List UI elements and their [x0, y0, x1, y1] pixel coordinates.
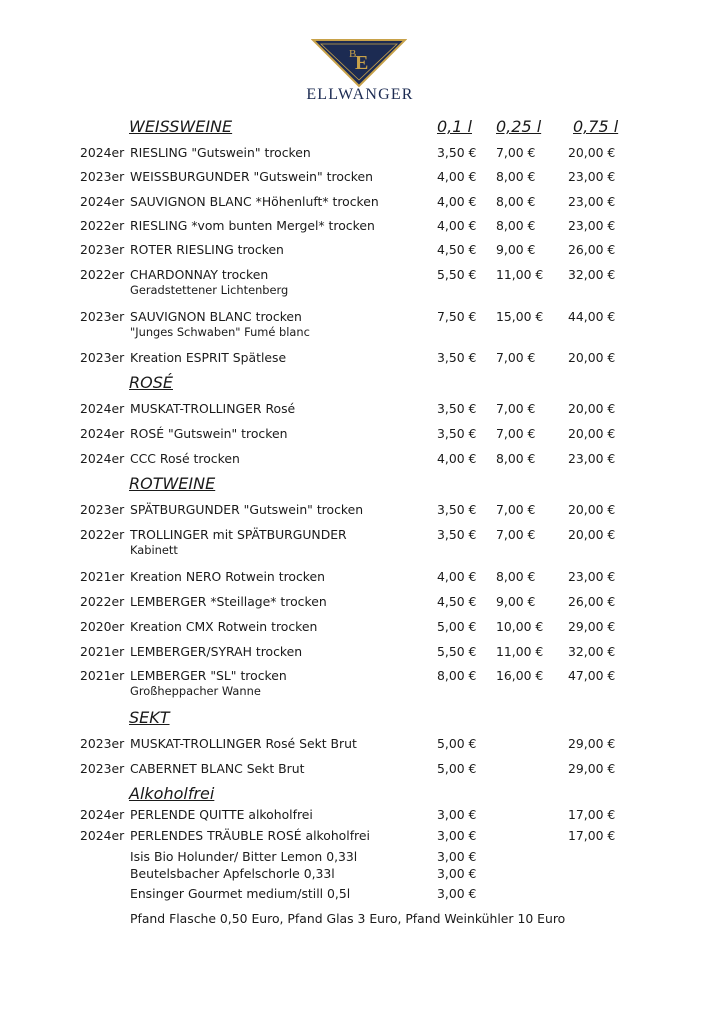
- price-0-75l: 23,00 €: [568, 569, 616, 584]
- column-header-0-25l: 0,25 l: [496, 117, 542, 136]
- price-0-1l: 5,00 €: [437, 619, 477, 634]
- wine-name: LEMBERGER/SYRAH trocken: [130, 644, 303, 659]
- menu-row: [0, 826, 724, 846]
- logo-monogram-e: E: [355, 52, 369, 74]
- wine-origin: Großheppacher Wanne: [130, 684, 261, 698]
- wine-name: WEISSBURGUNDER "Gutswein" trocken: [130, 169, 373, 184]
- menu-row: [0, 167, 724, 187]
- wine-name: SAUVIGNON BLANC trocken: [130, 309, 302, 324]
- price-0-1l: 4,00 €: [437, 218, 477, 233]
- wine-name: SPÄTBURGUNDER "Gutswein" trocken: [130, 502, 364, 517]
- price-0-75l: 26,00 €: [568, 594, 616, 609]
- vintage: 2021er: [80, 644, 125, 659]
- vintage: 2021er: [80, 668, 125, 683]
- price-0-1l: 3,50 €: [437, 426, 477, 441]
- menu-row: [0, 449, 724, 469]
- price-0-1l: 3,00 €: [437, 849, 477, 864]
- price-0-75l: 23,00 €: [568, 194, 616, 209]
- price-0-1l: 8,00 €: [437, 668, 477, 683]
- price-0-75l: 32,00 €: [568, 644, 616, 659]
- price-0-75l: 20,00 €: [568, 350, 616, 365]
- wine-origin: "Junges Schwaben" Fumé blanc: [130, 325, 310, 339]
- price-0-75l: 29,00 €: [568, 761, 616, 776]
- wine-name: CABERNET BLANC Sekt Brut: [130, 761, 305, 776]
- price-0-25l: 8,00 €: [496, 569, 536, 584]
- price-0-1l: 3,00 €: [437, 886, 477, 901]
- price-0-1l: 5,00 €: [437, 761, 477, 776]
- vintage: 2022er: [80, 527, 125, 542]
- menu-row: [0, 642, 724, 662]
- menu-row: [0, 666, 724, 698]
- wine-name: LEMBERGER *Steillage* trocken: [130, 594, 327, 609]
- price-0-1l: 5,50 €: [437, 644, 477, 659]
- price-0-1l: 3,50 €: [437, 527, 477, 542]
- deposit-note: Pfand Flasche 0,50 Euro, Pfand Glas 3 Euro, Pfand Weinkühler 10 Euro: [130, 911, 566, 926]
- vintage: 2022er: [80, 218, 125, 233]
- logo-monogram-b: B: [349, 48, 357, 60]
- menu-row: [0, 759, 724, 779]
- wine-origin: Kabinett: [130, 543, 178, 557]
- price-0-25l: 7,00 €: [496, 350, 536, 365]
- vintage: 2023er: [80, 736, 125, 751]
- price-0-25l: 8,00 €: [496, 169, 536, 184]
- price-0-25l: 7,00 €: [496, 502, 536, 517]
- vintage: 2023er: [80, 242, 125, 257]
- menu-row: [0, 884, 724, 904]
- vintage: 2024er: [80, 401, 125, 416]
- menu-row: [0, 265, 724, 297]
- price-0-1l: 3,50 €: [437, 502, 477, 517]
- menu-row: [0, 424, 724, 444]
- price-0-75l: 20,00 €: [568, 527, 616, 542]
- price-0-25l: 10,00 €: [496, 619, 544, 634]
- price-0-25l: 11,00 €: [496, 267, 544, 282]
- price-0-75l: 20,00 €: [568, 401, 616, 416]
- price-0-1l: 5,00 €: [437, 736, 477, 751]
- section-heading-rose: ROSÉ: [129, 373, 173, 392]
- vintage: 2024er: [80, 426, 125, 441]
- menu-row: [0, 864, 724, 884]
- price-0-1l: 4,00 €: [437, 194, 477, 209]
- price-0-1l: 4,00 €: [437, 569, 477, 584]
- vintage: 2024er: [80, 828, 125, 843]
- wine-name: Ensinger Gourmet medium/still 0,5l: [130, 886, 351, 901]
- menu-row: [0, 192, 724, 212]
- price-0-75l: 23,00 €: [568, 218, 616, 233]
- vintage: 2023er: [80, 502, 125, 517]
- vintage: 2021er: [80, 569, 125, 584]
- menu-row: [0, 143, 724, 163]
- wine-name: TROLLINGER mit SPÄTBURGUNDER: [130, 527, 347, 542]
- price-0-25l: 7,00 €: [496, 145, 536, 160]
- column-header-0-75l: 0,75 l: [573, 117, 619, 136]
- price-0-1l: 3,00 €: [437, 866, 477, 881]
- section-heading-rotweine: ROTWEINE: [129, 474, 216, 493]
- price-0-25l: 8,00 €: [496, 194, 536, 209]
- price-0-1l: 3,50 €: [437, 401, 477, 416]
- price-0-25l: 16,00 €: [496, 668, 544, 683]
- price-0-25l: 15,00 €: [496, 309, 544, 324]
- menu-row: [0, 805, 724, 825]
- wine-name: PERLENDES TRÄUBLE ROSÉ alkoholfrei: [130, 828, 370, 843]
- wine-name: Beutelsbacher Apfelschorle 0,33l: [130, 866, 335, 881]
- price-0-25l: 9,00 €: [496, 242, 536, 257]
- price-0-75l: 20,00 €: [568, 502, 616, 517]
- price-0-1l: 3,50 €: [437, 350, 477, 365]
- vintage: 2024er: [80, 145, 125, 160]
- menu-row: [0, 240, 724, 260]
- price-0-75l: 20,00 €: [568, 426, 616, 441]
- price-0-75l: 17,00 €: [568, 828, 616, 843]
- vintage: 2024er: [80, 807, 125, 822]
- price-0-25l: 8,00 €: [496, 218, 536, 233]
- wine-origin: Geradstettener Lichtenberg: [130, 283, 289, 297]
- price-0-75l: 23,00 €: [568, 451, 616, 466]
- price-0-25l: 7,00 €: [496, 426, 536, 441]
- price-0-1l: 4,50 €: [437, 242, 477, 257]
- menu-row: [0, 348, 724, 368]
- price-0-1l: 4,50 €: [437, 594, 477, 609]
- menu-row: [0, 592, 724, 612]
- price-0-1l: 3,50 €: [437, 145, 477, 160]
- vintage: 2023er: [80, 309, 125, 324]
- vintage: 2024er: [80, 194, 125, 209]
- price-0-75l: 44,00 €: [568, 309, 616, 324]
- menu-row: [0, 567, 724, 587]
- wine-name: PERLENDE QUITTE alkoholfrei: [130, 807, 313, 822]
- vintage: 2022er: [80, 594, 125, 609]
- price-0-1l: 3,00 €: [437, 807, 477, 822]
- wine-name: Kreation CMX Rotwein trocken: [130, 619, 318, 634]
- price-0-75l: 17,00 €: [568, 807, 616, 822]
- price-0-1l: 4,00 €: [437, 451, 477, 466]
- wine-name: MUSKAT-TROLLINGER Rosé Sekt Brut: [130, 736, 357, 751]
- price-0-75l: 29,00 €: [568, 736, 616, 751]
- wine-name: Isis Bio Holunder/ Bitter Lemon 0,33l: [130, 849, 358, 864]
- menu-row: [0, 307, 724, 339]
- wine-name: SAUVIGNON BLANC *Höhenluft* trocken: [130, 194, 379, 209]
- column-header-0-1l: 0,1 l: [437, 117, 472, 136]
- wine-name: CCC Rosé trocken: [130, 451, 240, 466]
- price-0-25l: 11,00 €: [496, 644, 544, 659]
- vintage: 2023er: [80, 350, 125, 365]
- price-0-1l: 3,00 €: [437, 828, 477, 843]
- menu-row: [0, 617, 724, 637]
- section-heading-sekt: SEKT: [129, 708, 170, 727]
- wine-name: ROTER RIESLING trocken: [130, 242, 284, 257]
- vintage: 2022er: [80, 267, 125, 282]
- price-0-75l: 29,00 €: [568, 619, 616, 634]
- brand-name: ELLWANGER: [306, 86, 414, 103]
- wine-name: ROSÉ "Gutswein" trocken: [130, 426, 288, 441]
- wine-name: RIESLING *vom bunten Mergel* trocken: [130, 218, 375, 233]
- price-0-25l: 7,00 €: [496, 401, 536, 416]
- price-0-75l: 26,00 €: [568, 242, 616, 257]
- price-0-75l: 23,00 €: [568, 169, 616, 184]
- wine-name: CHARDONNAY trocken: [130, 267, 269, 282]
- wine-name: RIESLING "Gutswein" trocken: [130, 145, 311, 160]
- section-heading-alkoholfrei: Alkoholfrei: [129, 784, 215, 803]
- menu-row: [0, 525, 724, 557]
- price-0-1l: 4,00 €: [437, 169, 477, 184]
- price-0-25l: 7,00 €: [496, 527, 536, 542]
- price-0-75l: 20,00 €: [568, 145, 616, 160]
- vintage: 2020er: [80, 619, 125, 634]
- menu-row: [0, 500, 724, 520]
- price-0-1l: 5,50 €: [437, 267, 477, 282]
- wine-name: LEMBERGER "SL" trocken: [130, 668, 287, 683]
- vintage: 2024er: [80, 451, 125, 466]
- vintage: 2023er: [80, 761, 125, 776]
- price-0-25l: 9,00 €: [496, 594, 536, 609]
- wine-name: Kreation NERO Rotwein trocken: [130, 569, 326, 584]
- section-heading-weissweine: WEISSWEINE: [129, 117, 233, 136]
- price-0-75l: 47,00 €: [568, 668, 616, 683]
- price-0-75l: 32,00 €: [568, 267, 616, 282]
- vintage: 2023er: [80, 169, 125, 184]
- menu-row: [0, 734, 724, 754]
- wine-name: MUSKAT-TROLLINGER Rosé: [130, 401, 296, 416]
- price-0-1l: 7,50 €: [437, 309, 477, 324]
- wine-name: Kreation ESPRIT Spätlese: [130, 350, 287, 365]
- price-0-25l: 8,00 €: [496, 451, 536, 466]
- menu-row: [0, 216, 724, 236]
- menu-row: [0, 399, 724, 419]
